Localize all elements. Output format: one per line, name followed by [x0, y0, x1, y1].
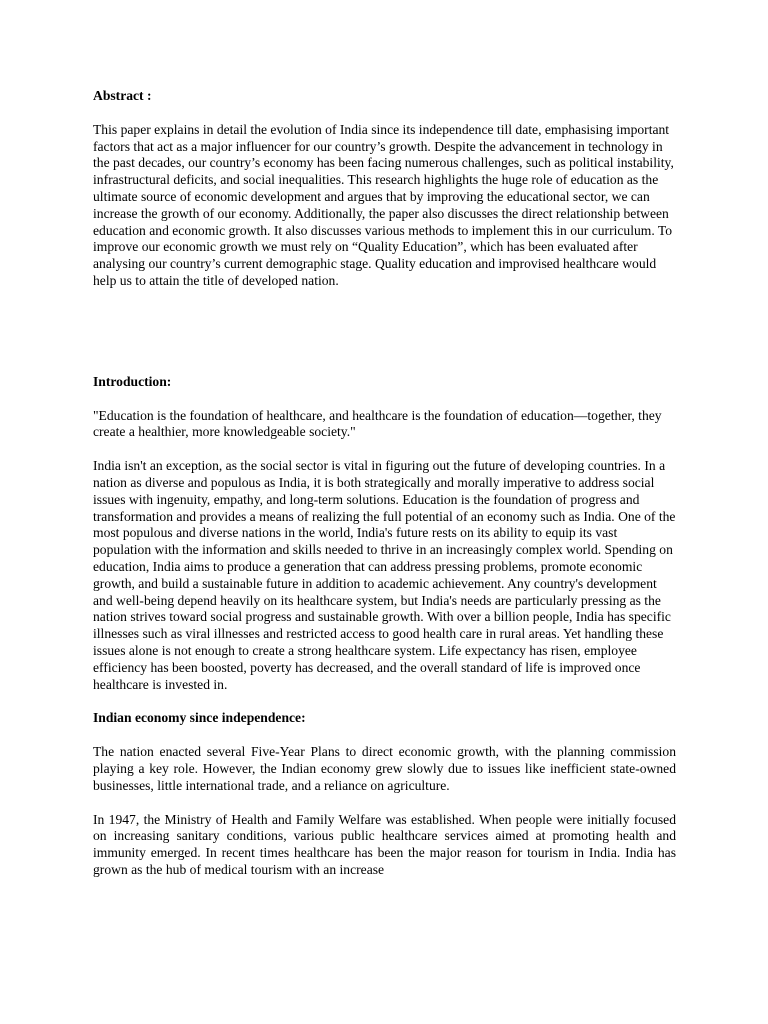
economy-section-heading: Indian economy since independence: [93, 710, 306, 726]
economy-paragraph-healthcare: In 1947, the Ministry of Health and Family Welfare was established. When people were initially focused on increasing sanitary conditions, various public healthcare services aimed at promoting health and immunity emerged. In recent times healthcare has been the major reason for tourism in India. India has grown as the hub of medical tourism with an increase [93, 811, 676, 877]
abstract-heading: Abstract : [93, 88, 152, 103]
economy-paragraph-five-year-plans: The nation enacted several Five-Year Plans to direct economic growth, with the planning commission playing a key role. However, the Indian economy grew slowly due to issues like inefficient state-owned businesses, little international trade, and a reliance on agriculture. [93, 744, 676, 793]
document-body [93, 88, 676, 879]
introduction-quote: "Education is the foundation of healthcare, and healthcare is the foundation of education—together, they create a healthier, more knowledgeable society." [93, 407, 662, 440]
abstract-paragraph: This paper explains in detail the evolution of India since its independence till date, emphasising important factors that act as a major influencer for our country’s growth. Despite the advancement in technology in the past decades, our country’s economy has been facing numerous challenges, such as political instability, infrastructural deficits, and social inequalities. This research highlights the huge role of education as the ultimate source of economic development and argues that by improving the educational sector, we can increase the growth of our economy. Additionally, the paper also discusses the direct relationship between education and economic growth. It also discusses various methods to implement this in our curriculum. To improve our economic growth we must rely on “Quality Education”, which has been evaluated after analysing our country’s current demographic stage. Quality education and improvised healthcare would help us to attain the title of developed nation. [93, 121, 674, 288]
introduction-heading: Introduction: [93, 373, 172, 389]
introduction-paragraph: India isn't an exception, as the social sector is vital in figuring out the future of developing countries. In a nation as diverse and populous as India, it is both strategically and morally imperative to address social issues with ingenuity, empathy, and long-term solutions. Education is the foundation of progress and transformation and provides a means of realizing the full potential of an economy such as India. One of the most populous and diverse nations in the world, India's future rests on its ability to equip its vast population with the information and skills needed to thrive in an increasingly complex world. Spending on education, India aims to produce a generation that can address pressing problems, promote economic growth, and build a sustainable future in addition to academic achievement. Any country's development and well-being depend heavily on its healthcare system, but India's needs are particularly pressing as the nation strives toward social progress and sustainable growth. With over a billion people, India has specific illnesses such as viral illnesses and restricted access to good health care in rural areas. Yet handling these issues alone is not enough to create a strong healthcare system. Life expectancy has risen, employee efficiency has been boosted, poverty has decreased, and the overall standard of life is improved once healthcare is invested in. [93, 458, 676, 692]
